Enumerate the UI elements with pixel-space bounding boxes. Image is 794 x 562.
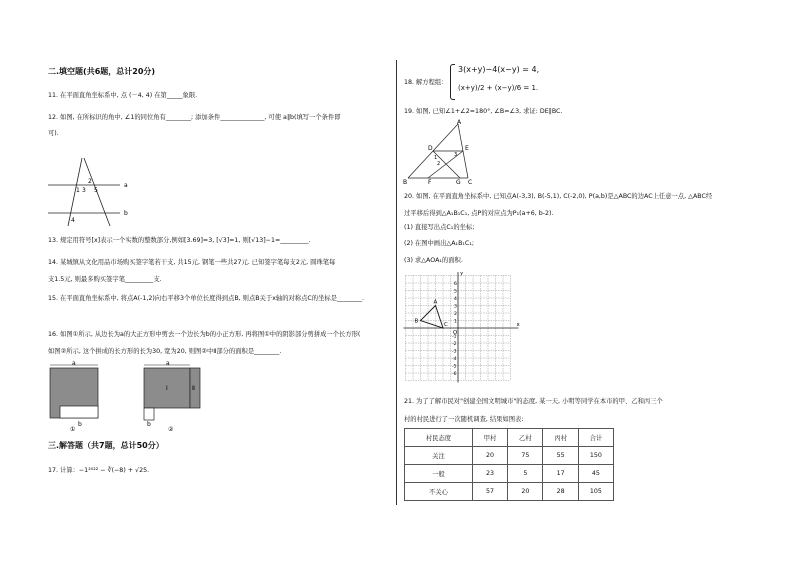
angle-3: 3 [454, 152, 458, 158]
point-C-label: C [444, 322, 448, 328]
question-19-figure [402, 118, 482, 186]
table-cell: 20 [508, 483, 543, 501]
table-cell: 5 [508, 465, 543, 483]
header-village-yi: 乙村 [508, 429, 543, 447]
table-cell: 关注 [405, 447, 473, 465]
roman-2: Ⅱ [192, 385, 195, 392]
question-14-line1: 14. 某城镇从文化用品市场购买签字笔若干支, 共15元, 钢笔一些共27元. 已知签字笔每支2元, 圆珠笔每 [48, 259, 336, 266]
y-tick-label: -3 [452, 349, 457, 355]
y-tick-label: -5 [452, 364, 457, 370]
question-14-line2: 支1.5元, 则最多购买签字笔_________支. [48, 276, 162, 283]
question-12-line1: 12. 如图, 在所标识的角中, ∠1的同位角有________; 添加条件______________, 可使 a∥b(填写一个条件即 [48, 114, 341, 121]
question-20-line1: 20. 如图, 在平面直角坐标系中, 已知点A(-3,3), B(-5,1), C(-2,0), P(a,b)是△ABC的边AC上任意一点, △ABC经 [404, 193, 713, 200]
y-tick-label: -4 [452, 357, 457, 362]
label-1: 1 [76, 187, 80, 194]
table-cell: 17 [543, 465, 578, 483]
angle-1: 1 [434, 155, 438, 161]
table-cell: 55 [543, 447, 578, 465]
label-3: 3 [82, 187, 86, 194]
question-20-line2: 过平移后得到△A₁B₁C₁, 点P的对应点为P₁(a+6, b-2). [404, 210, 554, 217]
section-3-title: 三.解答题（共7题，总计50分） [48, 441, 164, 450]
label-b-1: b [78, 421, 82, 428]
question-17: 17. 计算：−1²⁰²² − ∛(−8) + √25. [48, 467, 150, 474]
caption-1: ① [70, 426, 76, 432]
transversal-left [68, 158, 82, 226]
label-4: 4 [71, 217, 75, 224]
column-divider [396, 60, 397, 505]
y-tick-label: 3 [454, 304, 457, 310]
point-E: E [465, 145, 469, 152]
label-a-2: a [166, 360, 170, 367]
point-C: C [468, 179, 473, 186]
label-a: a [124, 182, 128, 189]
header-village-jia: 甲村 [472, 429, 507, 447]
header-attitude: 村民态度 [405, 429, 473, 447]
origin-label: O [453, 330, 458, 336]
table-cell: 一般 [405, 465, 473, 483]
header-village-bing: 丙村 [543, 429, 578, 447]
question-12-line2: 可). [48, 130, 59, 137]
table-cell: 20 [472, 447, 507, 465]
question-16-figure [48, 360, 208, 432]
question-15: 15. 在平面直角坐标系中, 将点A(-1,2)向右平移3个单位长度得到点B, 则点B关于x轴的对称点C的坐标是________. [48, 295, 365, 302]
label-5: 5 [94, 187, 98, 194]
triangle-abc [421, 306, 444, 329]
y-tick-label: -2 [452, 342, 457, 347]
question-16-line2: 如图②所示, 这个拼成的长方形的长为30, 宽为20, 则图②中Ⅱ部分的面积是________. [48, 348, 282, 355]
table-row [405, 465, 614, 483]
survey-table [404, 428, 614, 501]
table-row [405, 483, 614, 501]
section-2-title: 二.填空题(共6题，总计20分) [48, 67, 156, 76]
y-tick-label: 2 [454, 312, 457, 317]
header-total: 合计 [578, 429, 613, 447]
question-11: 11. 在平面直角坐标系中, 点 (－4, 4) 在第_____象限. [48, 92, 198, 99]
question-20-part2: (2) 在图中画出△A₁B₁C₁; [404, 240, 474, 247]
point-A-label: A [433, 299, 438, 306]
y-tick-label: 6 [454, 282, 457, 287]
cut-square [60, 406, 98, 418]
question-13: 13. 规定用符号[x]表示一个实数的整数部分,例如[3.69]=3, [√3]=1, 则[√13]−1=_________. [48, 237, 311, 244]
question-18-label: 18. 解方程组： [404, 79, 448, 86]
point-B-label: B [414, 318, 419, 325]
table-header-row [405, 429, 614, 447]
question-12-figure [46, 156, 136, 228]
y-tick-label: 1 [454, 319, 457, 325]
point-B: B [403, 179, 408, 186]
question-21-line1: 21. 为了了解市民对"创建全国文明城市"的态度, 某一天, 小明等同学在本市的甲、乙和丙三个 [404, 398, 663, 405]
y-axis-label: y [460, 272, 464, 277]
roman-1: Ⅰ [166, 385, 168, 392]
label-2: 2 [88, 178, 92, 185]
table-cell: 105 [578, 483, 613, 501]
table-cell: 45 [578, 465, 613, 483]
table-row [405, 447, 614, 465]
question-20-part1: (1) 直接写出点C₁的坐标; [404, 224, 475, 231]
table-cell: 75 [508, 447, 543, 465]
angle-2: 2 [437, 161, 441, 167]
label-b: b [124, 210, 128, 217]
x-axis-label: x [516, 322, 520, 328]
y-tick-label: -6 [452, 372, 457, 377]
point-A: A [457, 119, 462, 126]
y-tick-label: 5 [454, 289, 457, 295]
equation-2: (x+y)/2 + (x−y)/6 = 1. [458, 84, 539, 92]
caption-2: ② [168, 426, 174, 432]
question-16-line1: 16. 如图①所示, 从边长为a的大正方形中剪去一个边长为b的小正方形, 再将图①中的阴影部分剪拼成一个长方形( [48, 331, 361, 338]
y-tick-label: -1 [452, 334, 457, 340]
table-cell: 不关心 [405, 483, 473, 501]
table-cell: 57 [472, 483, 507, 501]
question-20-part3: (3) 求△AOA₁的面积. [404, 257, 463, 264]
point-D: D [428, 145, 433, 152]
label-a-1: a [72, 360, 76, 367]
y-tick-label: 4 [454, 297, 457, 302]
question-21-line2: 村的村民进行了一次随机调查, 结果如图表: [404, 416, 524, 423]
system-brace [450, 64, 455, 100]
point-G: G [456, 179, 461, 186]
point-F: F [428, 179, 432, 186]
table-cell: 23 [472, 465, 507, 483]
coordinate-grid [402, 272, 530, 388]
table-cell: 150 [578, 447, 613, 465]
table-cell: 28 [543, 483, 578, 501]
equation-1: 3(x+y)−4(x−y) = 4, [458, 65, 540, 74]
label-b-2: b [147, 421, 151, 428]
question-19: 19. 如图, 已知∠1+∠2=180°, ∠B=∠3, 求证: DE∥BC. [404, 108, 563, 115]
